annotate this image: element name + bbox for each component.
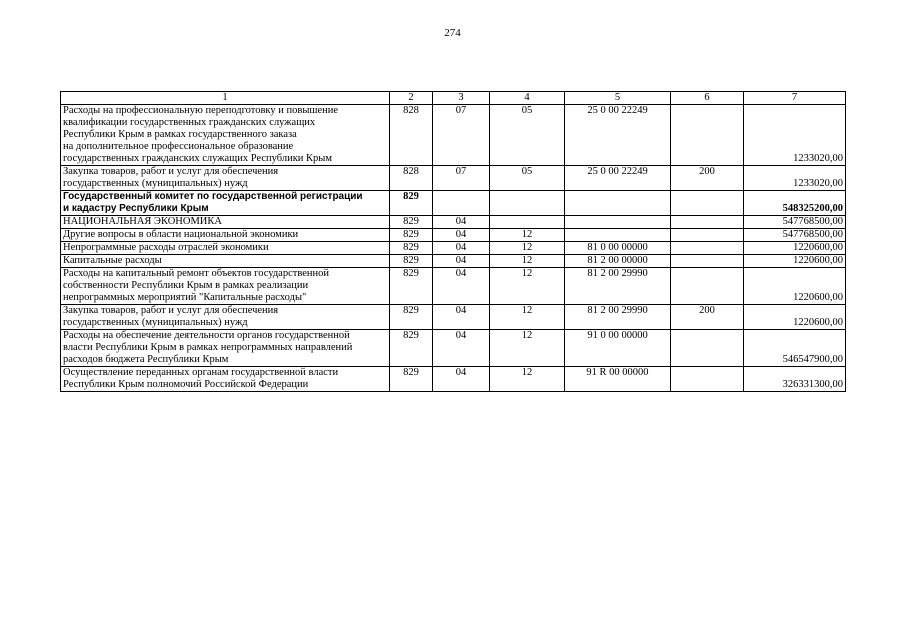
ministry-code-cell: 828 bbox=[390, 105, 433, 166]
ministry-code-cell: 829 bbox=[390, 305, 433, 330]
table-row bbox=[61, 229, 846, 242]
page-number: 274 bbox=[444, 27, 461, 39]
table-row bbox=[61, 191, 846, 216]
section-cell: 04 bbox=[433, 242, 490, 255]
ministry-code-cell: 829 bbox=[390, 191, 433, 216]
description-line: Непрограммные расходы отраслей экономики bbox=[63, 242, 269, 253]
expense-type-cell bbox=[671, 367, 744, 392]
amount-cell: 547768500,00 bbox=[744, 216, 846, 229]
section-cell bbox=[433, 191, 490, 216]
subsection-cell bbox=[490, 191, 565, 216]
description-line: государственных (муниципальных) нужд bbox=[63, 317, 248, 328]
target-article-cell: 81 0 00 00000 bbox=[565, 242, 671, 255]
section-cell: 04 bbox=[433, 330, 490, 367]
amount-cell: 1220600,00 bbox=[744, 305, 846, 330]
row-description bbox=[61, 229, 390, 242]
description-line: Осуществление переданных органам государственной власти bbox=[63, 367, 339, 378]
section-cell: 04 bbox=[433, 367, 490, 392]
ministry-code-cell: 829 bbox=[390, 268, 433, 305]
section-cell: 04 bbox=[433, 255, 490, 268]
amount-cell: 1220600,00 bbox=[744, 242, 846, 255]
description-line: Закупка товаров, работ и услуг для обеспечения bbox=[63, 305, 279, 316]
description-line: собственности Республики Крым в рамках реализации bbox=[63, 280, 309, 291]
subsection-cell: 05 bbox=[490, 166, 565, 191]
amount-cell: 548325200,00 bbox=[744, 191, 846, 216]
expense-type-cell bbox=[671, 255, 744, 268]
row-description bbox=[61, 255, 390, 268]
header-cell: 1 bbox=[61, 92, 390, 105]
description-line: государственных гражданских служащих Республики Крым bbox=[63, 153, 333, 164]
budget-table bbox=[60, 91, 846, 392]
amount-cell: 1233020,00 bbox=[744, 105, 846, 166]
row-description bbox=[61, 242, 390, 255]
description-line: непрограммных мероприятий "Капитальные расходы" bbox=[63, 292, 307, 303]
section-cell: 07 bbox=[433, 105, 490, 166]
table-row bbox=[61, 166, 846, 191]
subsection-cell bbox=[490, 216, 565, 229]
ministry-code-cell: 829 bbox=[390, 216, 433, 229]
amount-cell: 1220600,00 bbox=[744, 268, 846, 305]
description-line: Закупка товаров, работ и услуг для обеспечения bbox=[63, 166, 279, 177]
amount-cell: 1233020,00 bbox=[744, 166, 846, 191]
ministry-code-cell: 829 bbox=[390, 242, 433, 255]
ministry-code-cell: 829 bbox=[390, 367, 433, 392]
table-row bbox=[61, 305, 846, 330]
subsection-cell: 12 bbox=[490, 242, 565, 255]
row-description bbox=[61, 367, 390, 392]
target-article-cell: 25 0 00 22249 bbox=[565, 105, 671, 166]
row-description bbox=[61, 105, 390, 166]
target-article-cell: 81 2 00 00000 bbox=[565, 255, 671, 268]
expense-type-cell bbox=[671, 191, 744, 216]
expense-type-cell bbox=[671, 268, 744, 305]
header-cell: 5 bbox=[565, 92, 671, 105]
subsection-cell: 12 bbox=[490, 255, 565, 268]
section-cell: 04 bbox=[433, 268, 490, 305]
expense-type-cell bbox=[671, 229, 744, 242]
target-article-cell: 91 R 00 00000 bbox=[565, 367, 671, 392]
ministry-code-cell: 829 bbox=[390, 255, 433, 268]
description-line: и кадастру Республики Крым bbox=[63, 203, 209, 214]
row-description bbox=[61, 268, 390, 305]
amount-cell: 326331300,00 bbox=[744, 367, 846, 392]
table-row bbox=[61, 216, 846, 229]
description-line: государственных (муниципальных) нужд bbox=[63, 178, 248, 189]
expense-type-cell bbox=[671, 216, 744, 229]
expense-type-cell: 200 bbox=[671, 305, 744, 330]
target-article-cell: 81 2 00 29990 bbox=[565, 268, 671, 305]
subsection-cell: 12 bbox=[490, 367, 565, 392]
description-line: Расходы на капитальный ремонт объектов государственной bbox=[63, 268, 330, 279]
ministry-code-cell: 828 bbox=[390, 166, 433, 191]
description-line: Другие вопросы в области национальной экономики bbox=[63, 229, 299, 240]
amount-cell: 547768500,00 bbox=[744, 229, 846, 242]
expense-type-cell bbox=[671, 242, 744, 255]
header-row bbox=[61, 92, 846, 105]
target-article-cell bbox=[565, 229, 671, 242]
row-description bbox=[61, 330, 390, 367]
description-line: Расходы на профессиональную переподготовку и повышение bbox=[63, 105, 339, 116]
section-cell: 04 bbox=[433, 305, 490, 330]
description-line: Республики Крым в рамках государственного заказа bbox=[63, 129, 297, 140]
expense-type-cell bbox=[671, 330, 744, 367]
description-line: квалификации государственных гражданских служащих bbox=[63, 117, 316, 128]
table-row bbox=[61, 330, 846, 367]
section-cell: 04 bbox=[433, 229, 490, 242]
header-cell: 6 bbox=[671, 92, 744, 105]
description-line: Государственный комитет по государственной регистрации bbox=[63, 191, 363, 202]
target-article-cell bbox=[565, 191, 671, 216]
header-cell: 4 bbox=[490, 92, 565, 105]
table-row bbox=[61, 268, 846, 305]
row-description bbox=[61, 305, 390, 330]
header-cell: 7 bbox=[744, 92, 846, 105]
expense-type-cell: 200 bbox=[671, 166, 744, 191]
subsection-cell: 05 bbox=[490, 105, 565, 166]
ministry-code-cell: 829 bbox=[390, 229, 433, 242]
section-cell: 04 bbox=[433, 216, 490, 229]
header-cell: 3 bbox=[433, 92, 490, 105]
target-article-cell bbox=[565, 216, 671, 229]
amount-cell: 1220600,00 bbox=[744, 255, 846, 268]
description-line: Республики Крым полномочий Российской Федерации bbox=[63, 379, 309, 390]
header-cell: 2 bbox=[390, 92, 433, 105]
row-description bbox=[61, 191, 390, 216]
section-cell: 07 bbox=[433, 166, 490, 191]
description-line: НАЦИОНАЛЬНАЯ ЭКОНОМИКА bbox=[63, 216, 222, 227]
table-row bbox=[61, 367, 846, 392]
description-line: власти Республики Крым в рамках непрограммных направлений bbox=[63, 342, 353, 353]
table-row bbox=[61, 242, 846, 255]
subsection-cell: 12 bbox=[490, 330, 565, 367]
amount-cell: 546547900,00 bbox=[744, 330, 846, 367]
subsection-cell: 12 bbox=[490, 268, 565, 305]
ministry-code-cell: 829 bbox=[390, 330, 433, 367]
description-line: на дополнительное профессиональное образование bbox=[63, 141, 294, 152]
target-article-cell: 25 0 00 22249 bbox=[565, 166, 671, 191]
target-article-cell: 91 0 00 00000 bbox=[565, 330, 671, 367]
description-line: Капитальные расходы bbox=[63, 255, 162, 266]
description-line: Расходы на обеспечение деятельности органов государственной bbox=[63, 330, 350, 341]
subsection-cell: 12 bbox=[490, 229, 565, 242]
expense-type-cell bbox=[671, 105, 744, 166]
description-line: расходов бюджета Республики Крым bbox=[63, 354, 229, 365]
table-row bbox=[61, 255, 846, 268]
row-description bbox=[61, 166, 390, 191]
subsection-cell: 12 bbox=[490, 305, 565, 330]
table-row bbox=[61, 105, 846, 166]
row-description bbox=[61, 216, 390, 229]
target-article-cell: 81 2 00 29990 bbox=[565, 305, 671, 330]
